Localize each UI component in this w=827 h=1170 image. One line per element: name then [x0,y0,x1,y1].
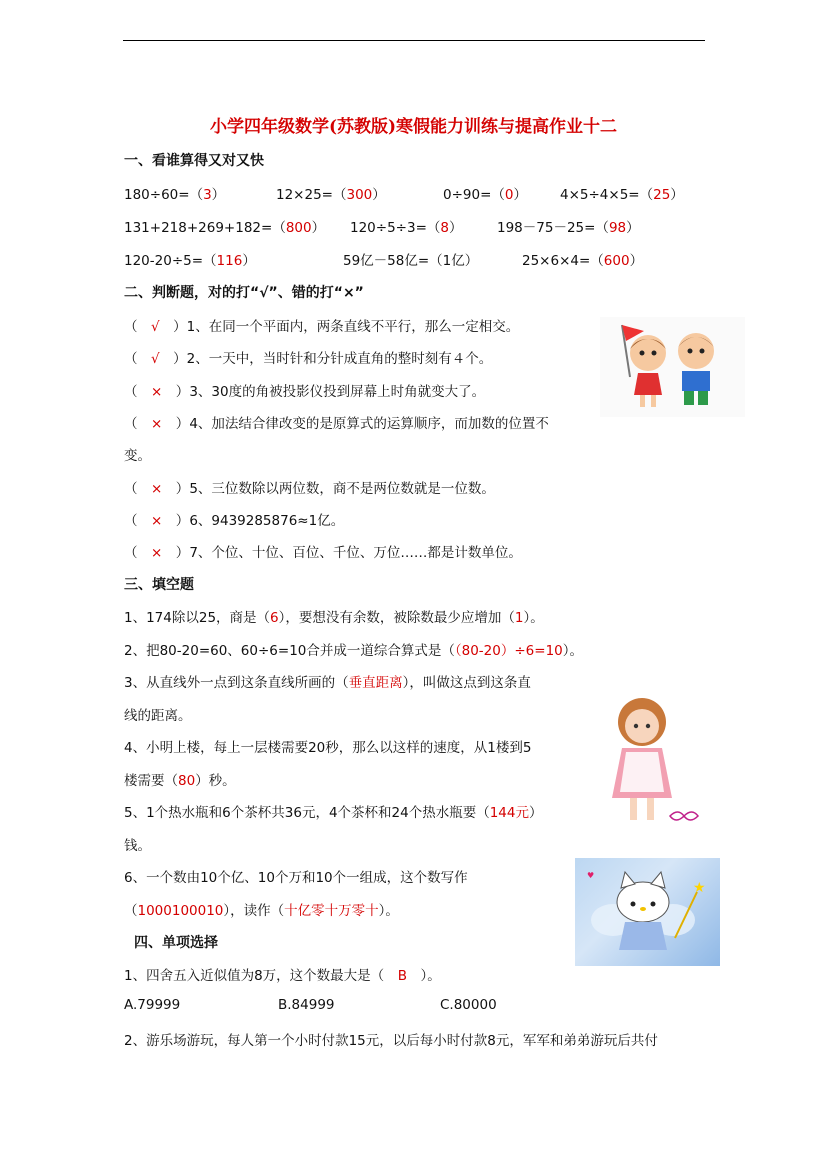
calc-item: 180÷60=（3） [124,187,226,203]
fill-question-6-continued: （1000100010），读作（十亿零十万零十）。 [124,903,399,919]
judge-item: （ × ）7、个位、十位、百位、千位、万位……都是计数单位。 [124,545,522,561]
choice-question-2: 2、游乐场游玩，每人第一个小时付款15元，以后每小时付款8元，军军和弟弟游玩后共付 [124,1033,658,1049]
choice-option: A.79999 [124,997,181,1013]
calc-item: 131+218+269+182=（800） [124,220,326,236]
calc-item: 120-20÷5=（116） [124,253,256,269]
fill-question-3: 3、从直线外一点到这条直线所画的（垂直距离），叫做这点到这条直 [124,675,531,691]
judge-item: （ × ）3、30度的角被投影仪投到屏幕上时角就变大了。 [124,384,486,400]
fill-question-2: 2、把80-20=60、60÷6=10合并成一道综合算式是（（80-20）÷6=10）。 [124,643,583,659]
judge-item-continued: 变。 [124,448,151,464]
choice-question-1: 1、四舍五入近似值为8万，这个数最大是（ B ）。 [124,968,441,984]
fill-question-4-continued: 楼需要（80）秒。 [124,773,236,789]
fill-question-3-continued: 线的距离。 [124,708,192,724]
judge-item: （ × ）5、三位数除以两位数，商不是两位数就是一位数。 [124,481,495,497]
judge-item: （ √ ）2、一天中，当时针和分针成直角的整时刻有４个。 [124,351,493,367]
judge-item: （ × ）6、9439285876≈1亿。 [124,513,345,529]
choice-option: C.80000 [440,997,497,1013]
fill-question-6: 6、一个数由10个亿、10个万和10个一组成，这个数写作 [124,870,468,886]
judge-item: （ √ ）1、在同一个平面内，两条直线不平行，那么一定相交。 [124,319,520,335]
calc-item: 198－75－25=（98） [497,220,640,236]
calc-item: 12×25=（300） [276,187,386,203]
fill-question-1: 1、174除以25，商是（6），要想没有余数，被除数最少应增加（1）。 [124,610,544,626]
page-title: 小学四年级数学(苏教版)寒假能力训练与提高作业十二 [209,117,618,137]
calc-item: 0÷90=（0） [443,187,527,203]
section-3-heading: 三、填空题 [124,577,194,593]
judge-item: （ × ）4、加法结合律改变的是原算式的运算顺序，而加数的位置不 [124,416,549,432]
doll-image [590,688,700,833]
fairy-cat-image [575,858,720,966]
calc-item: 59亿－58亿=（1亿） [343,253,479,269]
calc-item: 4×5÷4×5=（25） [560,187,684,203]
calc-item: 25×6×4=（600） [522,253,644,269]
section-4-heading: 四、单项选择 [134,935,218,951]
choice-option: B.84999 [278,997,335,1013]
calc-item: 120÷5÷3=（8） [350,220,463,236]
header-rule [123,40,705,41]
section-2-heading: 二、判断题，对的打“√”、错的打“×” [124,285,364,301]
fill-question-4: 4、小明上楼，每上一层楼需要20秒，那么以这样的速度，从1楼到5 [124,740,532,756]
svg-text:♥: ♥ [587,871,595,880]
fill-question-5-continued: 钱。 [124,838,151,854]
svg-text:★: ★ [693,880,706,896]
section-1-heading: 一、看谁算得又对又快 [124,153,264,169]
fill-question-5: 5、1个热水瓶和6个茶杯共36元，4个茶杯和24个热水瓶要（144元） [124,805,543,821]
cartoon-kids-image [600,317,745,417]
